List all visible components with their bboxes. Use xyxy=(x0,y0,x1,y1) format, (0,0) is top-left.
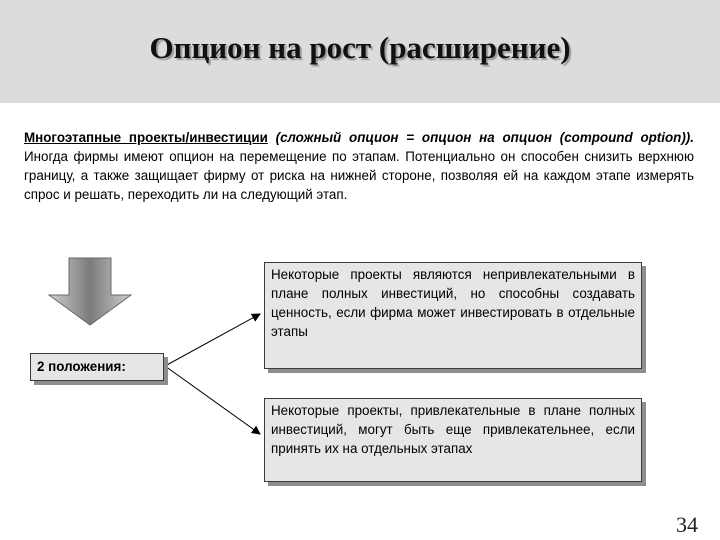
page-number: 34 xyxy=(676,512,698,537)
bottom-position-text: Некоторые проекты, привлекательные в плане полных инвестиций, могут быть еще привлекательнее, если принять их на отдельных этапах xyxy=(271,403,635,456)
slide-title: Опцион на рост (расширение) xyxy=(149,30,571,65)
paragraph-term: (сложный опцион = опцион на опцион (compound option)). xyxy=(275,130,694,145)
top-position-text: Некоторые проекты являются непривлекательными в плане полных инвестиций, но способны создавать ценность, если фирма может инвестировать в отдельные этапы xyxy=(271,267,635,339)
bottom-position-box xyxy=(264,398,642,482)
arrow-to-top-box xyxy=(165,314,260,366)
paragraph-lead: Многоэтапные проекты/инвестиции xyxy=(24,130,268,145)
paragraph-body: Иногда фирмы имеют опцион на перемещение по этапам. Потенциально он способен снизить верхнюю границу, а также защищает фирму от риска на нижней стороне, позволяя ей на каждом этапе измерять спрос и решать, переходить ли на следующий этап. xyxy=(24,149,694,202)
positions-label-box xyxy=(30,353,164,381)
arrow-to-bottom-box xyxy=(165,366,260,434)
top-position-box xyxy=(264,262,642,369)
positions-label: 2 положения: xyxy=(37,359,126,374)
